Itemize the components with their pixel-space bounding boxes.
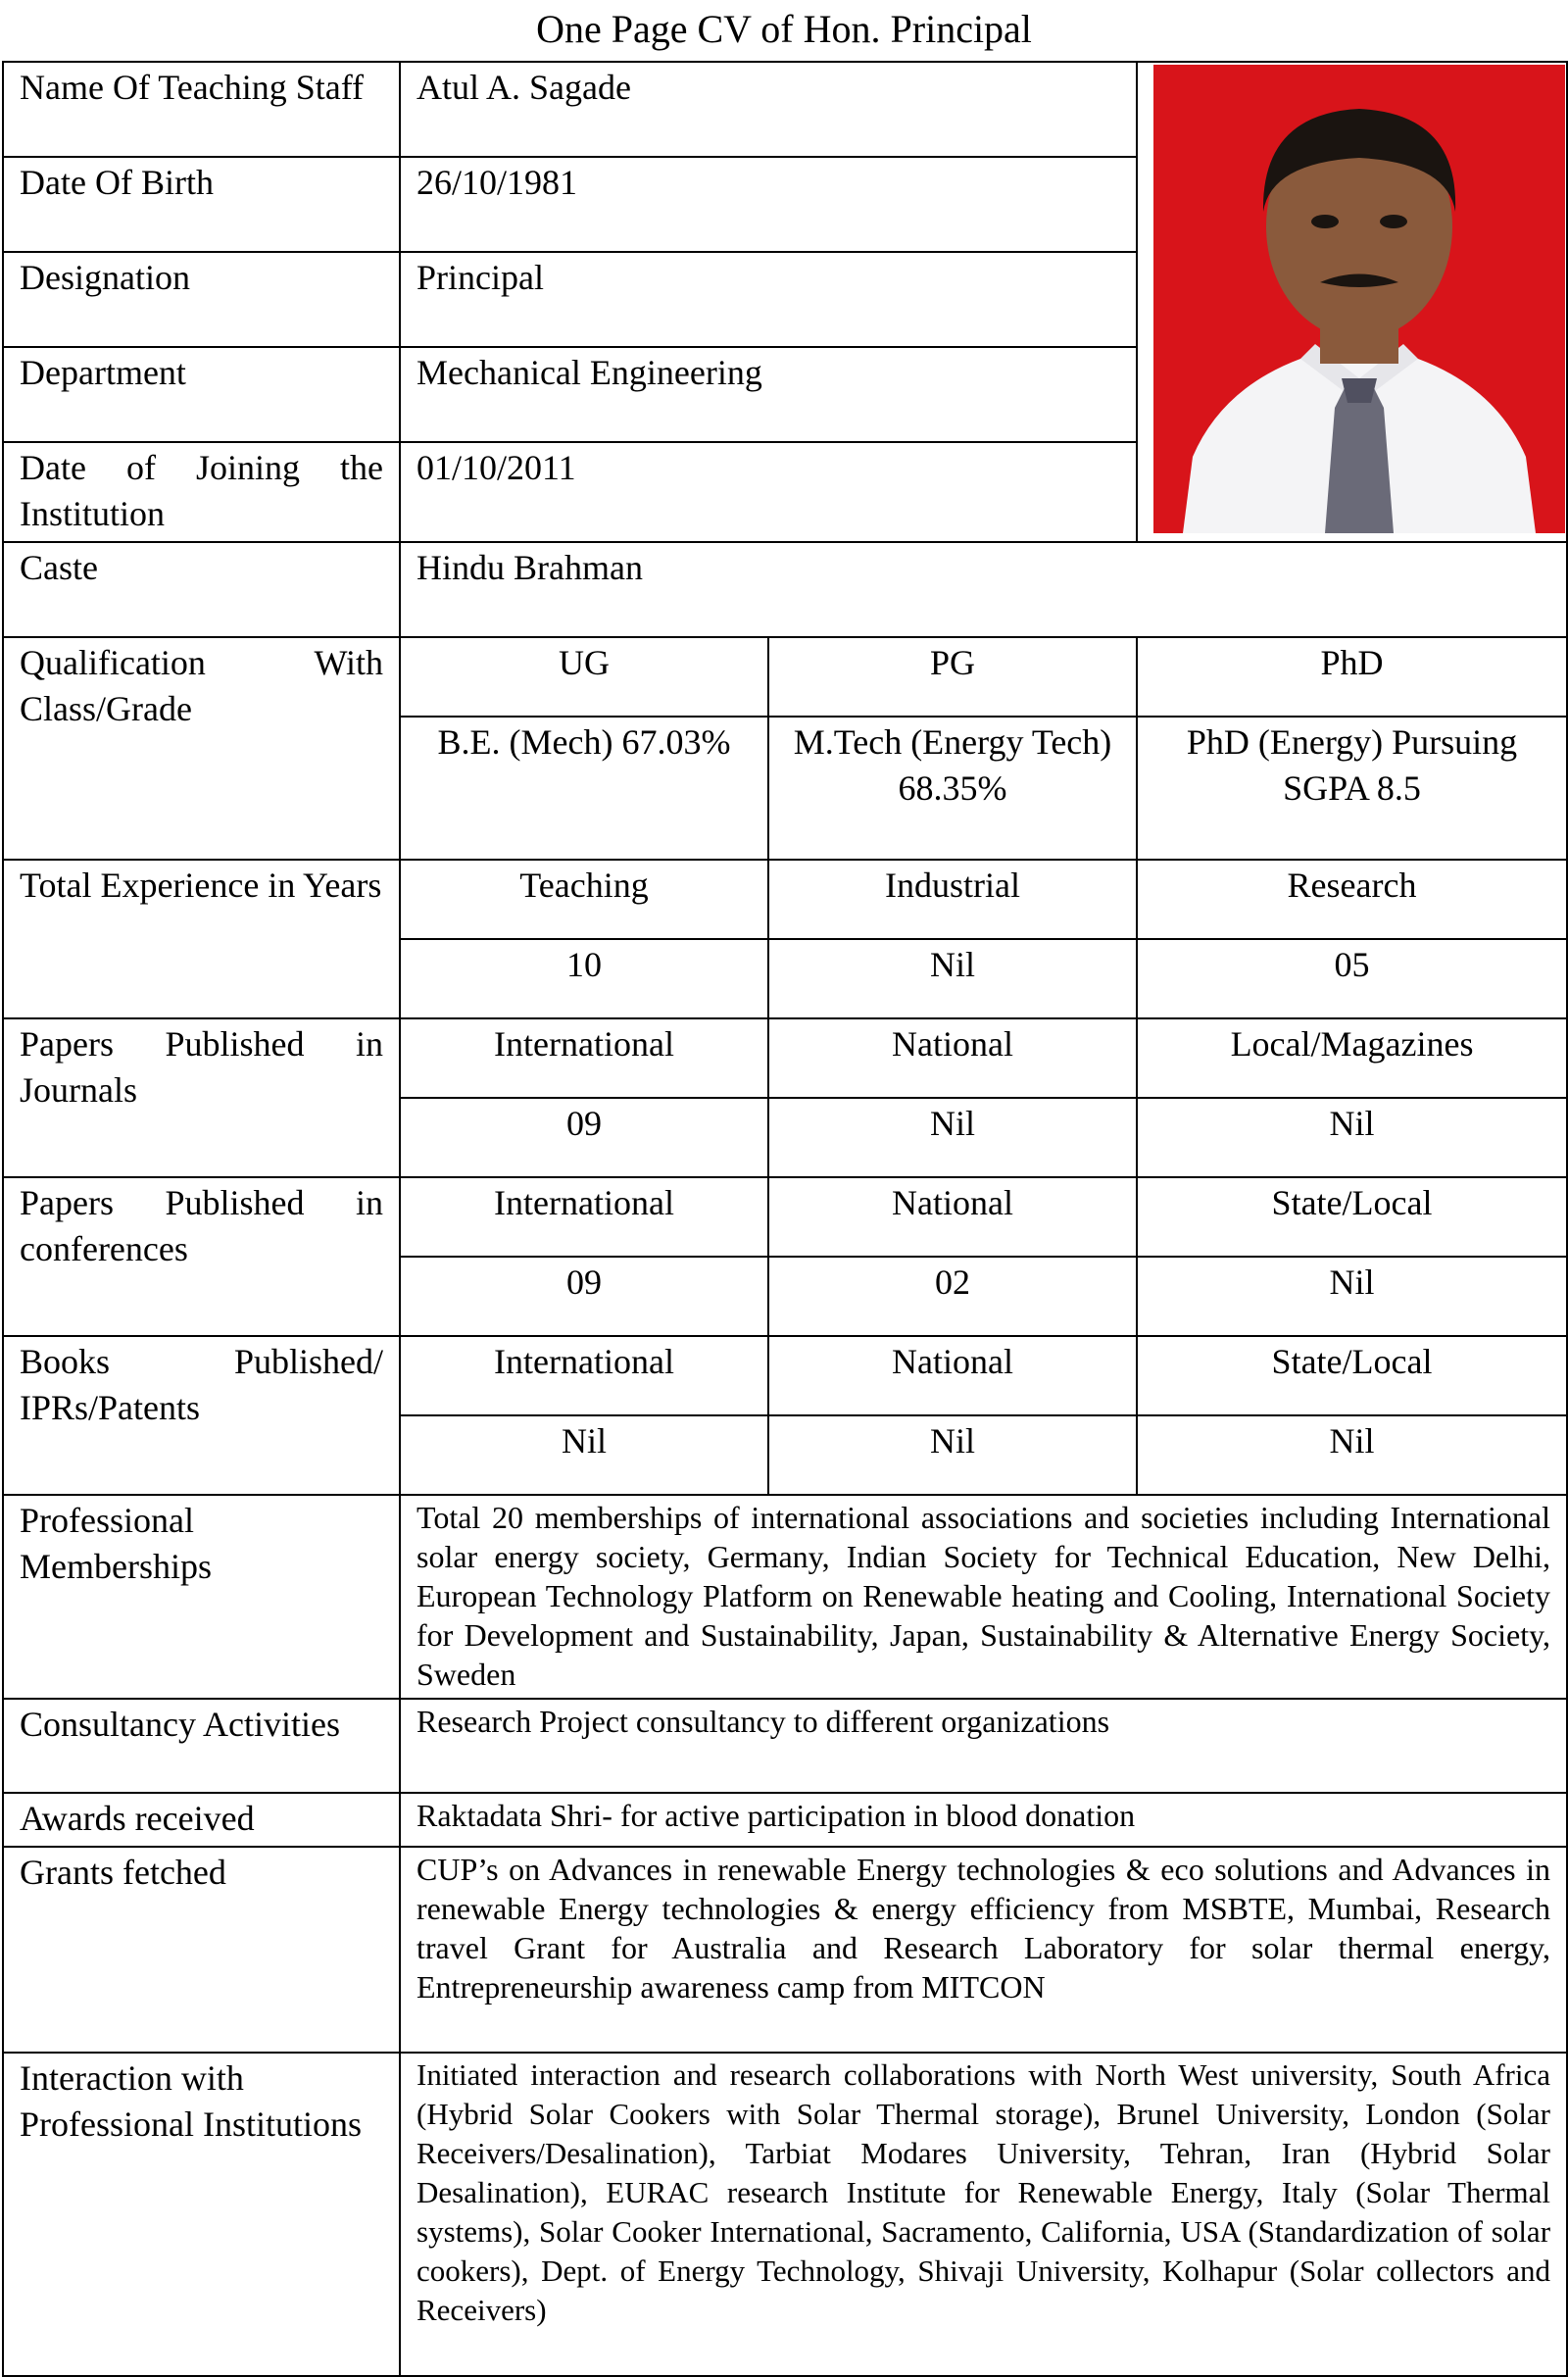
row-name <box>3 62 1567 157</box>
conferences-value-international: 09 <box>400 1257 768 1336</box>
conferences-label: Papers Published in conferences <box>3 1177 400 1336</box>
designation-label: Designation <box>3 252 400 347</box>
row-awards <box>3 1793 1567 1847</box>
principal-photo <box>1153 65 1565 533</box>
dob-value: 26/10/1981 <box>400 157 1137 252</box>
dob-label: Date Of Birth <box>3 157 400 252</box>
journals-value-local: Nil <box>1137 1098 1567 1177</box>
experience-value-industrial: Nil <box>768 939 1137 1018</box>
row-qualification-header <box>3 637 1567 717</box>
books-value-state: Nil <box>1137 1415 1567 1495</box>
joining-label: Date of Joining the Institution <box>3 442 400 542</box>
joining-value: 01/10/2011 <box>400 442 1137 542</box>
consultancy-value: Research Project consultancy to different organizations <box>400 1699 1567 1793</box>
row-grants <box>3 1847 1567 2053</box>
photo-cell <box>1137 62 1567 542</box>
books-header-national: National <box>768 1336 1137 1415</box>
qualification-header-ug: UG <box>400 637 768 717</box>
awards-value: Raktadata Shri- for active participation in blood donation <box>400 1793 1567 1847</box>
journals-header-international: International <box>400 1018 768 1098</box>
experience-header-industrial: Industrial <box>768 860 1137 939</box>
books-value-international: Nil <box>400 1415 768 1495</box>
row-journals-header <box>3 1018 1567 1098</box>
consultancy-label: Consultancy Activities <box>3 1699 400 1793</box>
experience-value-research: 05 <box>1137 939 1567 1018</box>
books-value-national: Nil <box>768 1415 1137 1495</box>
journals-header-national: National <box>768 1018 1137 1098</box>
photo-tie <box>1325 388 1394 533</box>
department-label: Department <box>3 347 400 442</box>
journals-value-international: 09 <box>400 1098 768 1177</box>
caste-value: Hindu Brahman <box>400 542 1567 637</box>
experience-header-teaching: Teaching <box>400 860 768 939</box>
photo-right-eye <box>1380 215 1407 228</box>
memberships-value: Total 20 memberships of international associations and societies including International solar energy society, Germany, Indian Society for Technical Education, New Delhi, European Technology Platform on Renewable heating and Cooling, International Society for Development and Sustainability, Japan, Sustainability & Alternative Energy Society, Sweden <box>400 1495 1567 1699</box>
photo-left-eye <box>1311 215 1339 228</box>
books-header-international: International <box>400 1336 768 1415</box>
journals-header-local: Local/Magazines <box>1137 1018 1567 1098</box>
name-label: Name Of Teaching Staff <box>3 62 400 157</box>
row-interaction <box>3 2053 1567 2376</box>
designation-value: Principal <box>400 252 1137 347</box>
grants-value: CUP’s on Advances in renewable Energy technologies & eco solutions and Advances in renewable Energy technologies & energy efficiency from MSBTE, Mumbai, Research travel Grant for Australia and Research Laboratory for solar thermal energy, Entrepreneurship awareness camp from MITCON <box>400 1847 1567 2053</box>
row-books-header <box>3 1336 1567 1415</box>
cv-table <box>2 61 1568 2377</box>
qualification-label: Qualification With Class/Grade <box>3 637 400 860</box>
row-caste <box>3 542 1567 637</box>
department-value: Mechanical Engineering <box>400 347 1137 442</box>
conferences-header-national: National <box>768 1177 1137 1257</box>
experience-header-research: Research <box>1137 860 1567 939</box>
qualification-value-ug: B.E. (Mech) 67.03% <box>400 717 768 860</box>
conferences-header-international: International <box>400 1177 768 1257</box>
conferences-header-state: State/Local <box>1137 1177 1567 1257</box>
journals-label: Papers Published in Journals <box>3 1018 400 1177</box>
row-memberships <box>3 1495 1567 1699</box>
conferences-value-state: Nil <box>1137 1257 1567 1336</box>
caste-label: Caste <box>3 542 400 637</box>
conferences-value-national: 02 <box>768 1257 1137 1336</box>
photo-tie-knot <box>1342 378 1377 403</box>
qualification-header-pg: PG <box>768 637 1137 717</box>
name-value: Atul A. Sagade <box>400 62 1137 157</box>
grants-label: Grants fetched <box>3 1847 400 2053</box>
journals-value-national: Nil <box>768 1098 1137 1177</box>
experience-value-teaching: 10 <box>400 939 768 1018</box>
awards-label: Awards received <box>3 1793 400 1847</box>
books-label: Books Published/ IPRs/Patents <box>3 1336 400 1495</box>
qualification-value-phd: PhD (Energy) Pursuing SGPA 8.5 <box>1137 717 1567 860</box>
row-experience-header <box>3 860 1567 939</box>
qualification-header-phd: PhD <box>1137 637 1567 717</box>
interaction-label: Interaction with Professional Institutions <box>3 2053 400 2376</box>
books-header-state: State/Local <box>1137 1336 1567 1415</box>
qualification-value-pg: M.Tech (Energy Tech) 68.35% <box>768 717 1137 860</box>
row-consultancy <box>3 1699 1567 1793</box>
page-title: One Page CV of Hon. Principal <box>536 7 1032 51</box>
experience-label: Total Experience in Years <box>3 860 400 1018</box>
interaction-value: Initiated interaction and research collaborations with North West university, South Africa (Hybrid Solar Cookers with Solar Thermal storage), Brunel University, London (Solar Receivers/Desalination), Tarbiat Modares University, Tehran, Iran (Hybrid Solar Desalination), EURAC research Institute for Renewable Energy, Italy (Solar Thermal systems), Solar Cooker International, Sacramento, California, USA (Standardization of solar cookers), Dept. of Energy Technology, Shivaji University, Kolhapur (Solar collectors and Receivers) <box>400 2053 1567 2376</box>
memberships-label: Professional Memberships <box>3 1495 400 1699</box>
row-conferences-header <box>3 1177 1567 1257</box>
